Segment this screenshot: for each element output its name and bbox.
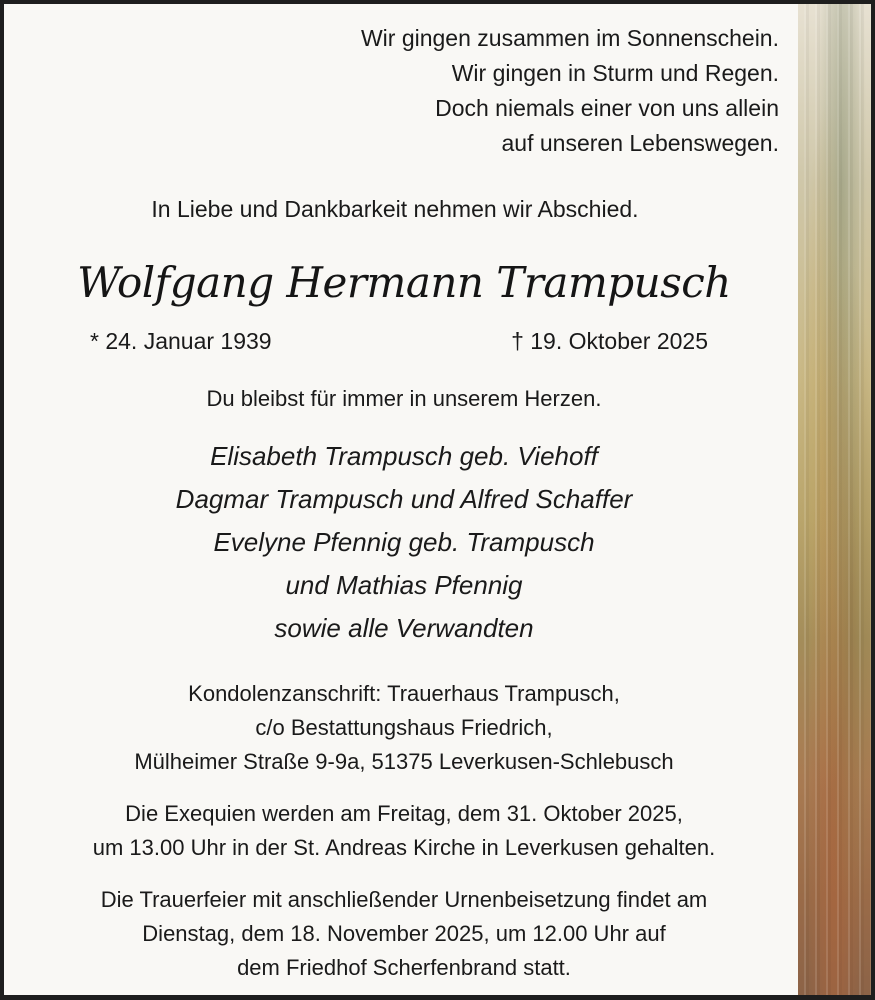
- exequies-line: Die Exequien werden am Freitag, dem 31. Oktober 2025,: [125, 801, 683, 826]
- poem-line: Wir gingen zusammen im Sonnenschein.: [360, 25, 779, 51]
- poem-line: Wir gingen in Sturm und Regen.: [451, 60, 779, 86]
- poem-line: auf unseren Lebenswegen.: [501, 130, 779, 156]
- death-date: † 19. Oktober 2025: [511, 328, 708, 354]
- birth-date: * 24. Januar 1939: [90, 328, 272, 354]
- mourner: und Mathias Pfennig: [285, 570, 523, 600]
- forest-path-image: [798, 4, 871, 995]
- poem-line: Doch niemals einer von uns allein: [435, 95, 779, 121]
- mourner: sowie alle Verwandten: [274, 613, 534, 643]
- address-line: Mülheimer Straße 9-9a, 51375 Leverkusen-Schlebusch: [134, 749, 674, 774]
- farewell-text: In Liebe und Dankbarkeit nehmen wir Abschied.: [151, 196, 639, 222]
- address-line: c/o Bestattungshaus Friedrich,: [255, 715, 553, 740]
- funeral-line: dem Friedhof Scherfenbrand statt.: [237, 955, 571, 980]
- mourner: Dagmar Trampusch und Alfred Schaffer: [175, 484, 633, 514]
- deceased-name: Wolfgang Hermann Trampusch: [77, 258, 731, 307]
- memory-line: Du bleibst für immer in unserem Herzen.: [206, 386, 602, 411]
- exequies-line: um 13.00 Uhr in der St. Andreas Kirche in Leverkusen gehalten.: [92, 835, 716, 860]
- funeral-line: Dienstag, dem 18. November 2025, um 12.00 Uhr auf: [142, 921, 666, 946]
- address-line: Kondolenzanschrift: Trauerhaus Trampusch,: [188, 681, 620, 706]
- funeral-line: Die Trauerfeier mit anschließender Urnenbeisetzung findet am: [100, 887, 708, 912]
- mourner: Elisabeth Trampusch geb. Viehoff: [210, 441, 598, 471]
- mourner: Evelyne Pfennig geb. Trampusch: [213, 527, 595, 557]
- obituary-notice: [4, 4, 871, 995]
